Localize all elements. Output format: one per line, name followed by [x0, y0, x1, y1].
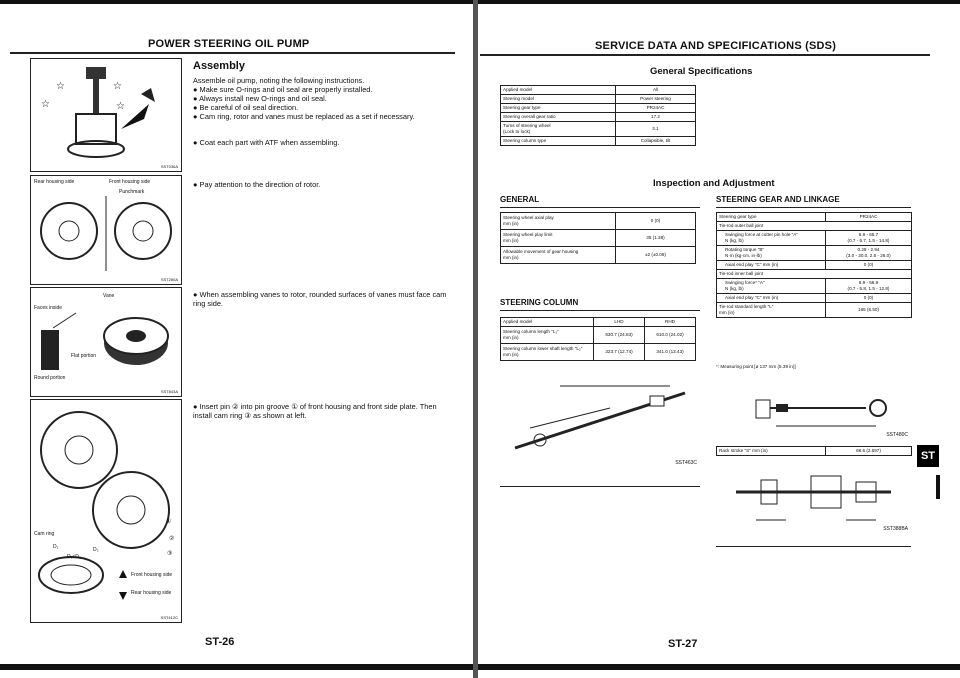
- gen-label: Steering wheel axial play mm (in): [501, 213, 616, 230]
- table-row: [717, 231, 912, 246]
- fig1-code: SST036A: [160, 164, 178, 169]
- gs-label: Turns of steering wheel (Lock to lock): [501, 122, 616, 137]
- svg-text:☆: ☆: [56, 81, 65, 92]
- col-lhd: 323.7 (12.74): [594, 344, 645, 361]
- bullet-2: ● Always install new O-rings and oil seal.: [193, 94, 327, 103]
- gs-value: All: [616, 86, 696, 95]
- table-row: [717, 303, 912, 318]
- gear-fig-code: SST480C: [886, 432, 908, 438]
- table-row: [717, 213, 912, 222]
- rack-value: 68.5 (2.697): [826, 447, 912, 456]
- table-row: [717, 261, 912, 270]
- fig4-n3: ③: [167, 551, 173, 557]
- table-row: [501, 213, 696, 230]
- table-row: [501, 344, 696, 361]
- col-label: Steering column lower shaft length "L₂" mm (in): [501, 344, 594, 361]
- gear-label: Steering gear type: [717, 213, 826, 222]
- gear-label: Axial end play "C" mm (in): [717, 261, 826, 270]
- table-row: [501, 86, 696, 95]
- fig4-code: SST412C: [160, 615, 178, 620]
- right-title-rule: [480, 54, 930, 56]
- bottom-edge-bar: [0, 664, 960, 670]
- bullet-1: ● Make sure O-rings and oil seal are properly installed.: [193, 85, 373, 94]
- col-header-rhd: RHD: [645, 318, 696, 327]
- column-heading: STEERING COLUMN: [500, 298, 579, 307]
- gear-label: Tie-rod standard length "L" mm (in): [717, 303, 826, 318]
- st-section-tab[interactable]: ST: [917, 445, 939, 467]
- fig4-d2-label: D₂: [93, 547, 99, 553]
- fig3-faces-label: Faces inside: [34, 305, 63, 311]
- bullet-4-text: Cam ring, rotor and vanes must be replaced as a set if necessary.: [199, 112, 415, 121]
- col-header-lhd: LHD: [594, 318, 645, 327]
- bullet-5: ● Coat each part with ATF when assembling.: [193, 138, 340, 147]
- top-edge-bar: [0, 0, 960, 4]
- table-row: [717, 246, 912, 261]
- gen-label: Steering wheel play limit mm (in): [501, 230, 616, 247]
- figure-tie-rod: [716, 378, 911, 440]
- table-row: [501, 113, 696, 122]
- col-label: Steering column length "L₁" mm (in): [501, 327, 594, 344]
- table-row: [501, 327, 696, 344]
- gear-value: 0 (0): [826, 294, 912, 303]
- figure-steering-column: [500, 378, 700, 470]
- fig4-cam-label: Cam ring: [34, 531, 55, 537]
- step-vanes: ● When assembling vanes to rotor, rounded surfaces of vanes must face cam ring side.: [193, 290, 447, 308]
- gs-label: Steering column type: [501, 137, 616, 146]
- bullet-5-text: Coat each part with ATF when assembling.: [199, 138, 340, 147]
- col-lhd: 630.7 (24.83): [594, 327, 645, 344]
- page-gutter: [473, 0, 478, 678]
- gen-label: Allowable movement of gear housing mm (in): [501, 247, 616, 264]
- step-pin: ● Insert pin ② into pin groove ① of front housing and front side plate. Then install cam ring ③ as shown at left.: [193, 402, 437, 420]
- bullet-4: ● Cam ring, rotor and vanes must be replaced as a set if necessary.: [193, 112, 415, 121]
- bullet-1-text: Make sure O-rings and oil seal are properly installed.: [199, 85, 373, 94]
- table-row: [501, 122, 696, 137]
- svg-text:☆: ☆: [113, 81, 122, 92]
- general-heading: GENERAL: [500, 195, 540, 204]
- fig4-d1-label: D₁: [53, 544, 59, 550]
- gear-value: 6.9 - 65.7 (0.7 - 6.7, 1.5 - 14.8): [826, 231, 912, 246]
- figure-cam-ring: [30, 399, 182, 623]
- table-row: [501, 137, 696, 146]
- general-table: [500, 212, 696, 264]
- fig2-rear-label: Rear housing side: [34, 179, 75, 185]
- gear-label: Swinging force* "A" N (kg, lb): [717, 279, 826, 294]
- col-rhd: 341.0 (13.43): [645, 344, 696, 361]
- left-title-rule: [10, 52, 455, 54]
- table-row: [717, 279, 912, 294]
- fig4-n1: ①: [166, 519, 172, 525]
- fig4-ineq-label: D₁<D₂: [67, 554, 81, 560]
- gs-value: 3.1: [616, 122, 696, 137]
- table-row: [501, 95, 696, 104]
- column-bottom-rule: [500, 486, 700, 487]
- gear-label: Rotating torque "B" N·m (kg-cm, in-lb): [717, 246, 826, 261]
- step-pin-text: Insert pin ② into pin groove ① of front housing and front side plate. Then install cam ring ③ as shown at left.: [193, 402, 437, 420]
- inspection-heading: Inspection and Adjustment: [653, 178, 775, 189]
- gear-table: [716, 212, 912, 318]
- table-row: [501, 230, 696, 247]
- gear-value: 6.9 - 56.9 (0.7 - 5.8, 1.5 - 12.8): [826, 279, 912, 294]
- gs-value: Collapsible, tilt: [616, 137, 696, 146]
- step-rotor: ● Pay attention to the direction of rotor.: [193, 180, 321, 189]
- table-row: [717, 294, 912, 303]
- gen-value: 35 (1.38): [616, 230, 696, 247]
- right-page-number: ST-27: [668, 638, 698, 650]
- gear-note: *: Measuring point [ø 137 mm (5.39 in)]: [716, 364, 796, 369]
- fig2-punch-label: Punchmark: [119, 189, 145, 195]
- table-row: [501, 247, 696, 264]
- gen-value: 0 (0): [616, 213, 696, 230]
- gs-value: 17.2: [616, 113, 696, 122]
- right-page-title: SERVICE DATA AND SPECIFICATIONS (SDS): [595, 40, 837, 52]
- edge-marker: [936, 475, 940, 499]
- step-vanes-text: When assembling vanes to rotor, rounded surfaces of vanes must face cam ring side.: [193, 290, 447, 308]
- assembly-intro: Assemble oil pump, noting the following instructions.: [193, 76, 365, 85]
- bullet-3: ● Be careful of oil seal direction.: [193, 103, 299, 112]
- bullet-2-text: Always install new O-rings and oil seal.: [199, 94, 327, 103]
- column-table: [500, 317, 696, 361]
- fig2-front-label: Front housing side: [109, 179, 151, 185]
- gear-section-label: Tie-rod outer ball joint: [717, 222, 912, 231]
- svg-text:☆: ☆: [41, 99, 50, 110]
- column-rule: [500, 310, 700, 311]
- table-row: [717, 222, 912, 231]
- gs-value: PR24AC: [616, 104, 696, 113]
- fig3-flat-label: Flat portion: [71, 353, 97, 359]
- left-page-number: ST-26: [205, 636, 235, 648]
- fig3-round-label: Round portion: [34, 375, 66, 381]
- gear-value: 165 (6.50): [826, 303, 912, 318]
- step-rotor-text: Pay attention to the direction of rotor.: [199, 180, 321, 189]
- figure-pump-oring: [30, 58, 182, 172]
- table-row: [501, 104, 696, 113]
- gs-value: Power steering: [616, 95, 696, 104]
- col-rhd: 610.0 (24.02): [645, 327, 696, 344]
- table-row: [501, 318, 696, 327]
- fig3-code: SST843A: [160, 389, 178, 394]
- general-spec-table: [500, 85, 696, 146]
- table-row: [717, 447, 912, 456]
- rack-fig-code: SST388BA: [883, 526, 908, 532]
- table-row: [717, 270, 912, 279]
- gear-label: Swinging force at cotter pin hole "A" N (kg, lb): [717, 231, 826, 246]
- gear-rule: [716, 207, 911, 208]
- svg-text:☆: ☆: [116, 101, 125, 112]
- gear-label: Axial end play "C" mm (in): [717, 294, 826, 303]
- column-fig-code: SST463C: [675, 460, 697, 466]
- figure-rack-stroke: [716, 462, 911, 534]
- gen-value: ±2 (±0.08): [616, 247, 696, 264]
- fig4-front-label: Front housing side: [131, 572, 173, 578]
- gs-label: Steering model: [501, 95, 616, 104]
- left-page-title: POWER STEERING OIL PUMP: [148, 38, 310, 50]
- bullet-3-text: Be careful of oil seal direction.: [199, 103, 299, 112]
- gs-label: Steering overall gear ratio: [501, 113, 616, 122]
- gear-section-label: Tie-rod inner ball joint: [717, 270, 912, 279]
- general-spec-heading: General Specifications: [650, 66, 753, 77]
- gs-label: Steering gear type: [501, 104, 616, 113]
- gear-heading: STEERING GEAR AND LINKAGE: [716, 195, 840, 204]
- gear-value: 0.29 - 2.94 (3.0 - 30.0, 2.6 - 26.0): [826, 246, 912, 261]
- figure-vanes: [30, 287, 182, 397]
- gear-value: PR24AC: [826, 213, 912, 222]
- right-bottom-rule: [716, 546, 911, 547]
- col-header-model: Applied model: [501, 318, 594, 327]
- fig2-code: SST280A: [160, 277, 178, 282]
- rack-label: Rack stroke "S" mm (in): [717, 447, 826, 456]
- fig4-n2: ②: [169, 536, 175, 542]
- fig3-vane-label: Vane: [103, 293, 115, 299]
- rack-table: [716, 446, 912, 456]
- general-rule: [500, 207, 700, 208]
- fig4-rear-label: Rear housing side: [131, 590, 172, 596]
- gear-value: 0 (0): [826, 261, 912, 270]
- figure-rotor-direction: [30, 175, 182, 285]
- assembly-heading: Assembly: [193, 60, 245, 72]
- gs-label: Applied model: [501, 86, 616, 95]
